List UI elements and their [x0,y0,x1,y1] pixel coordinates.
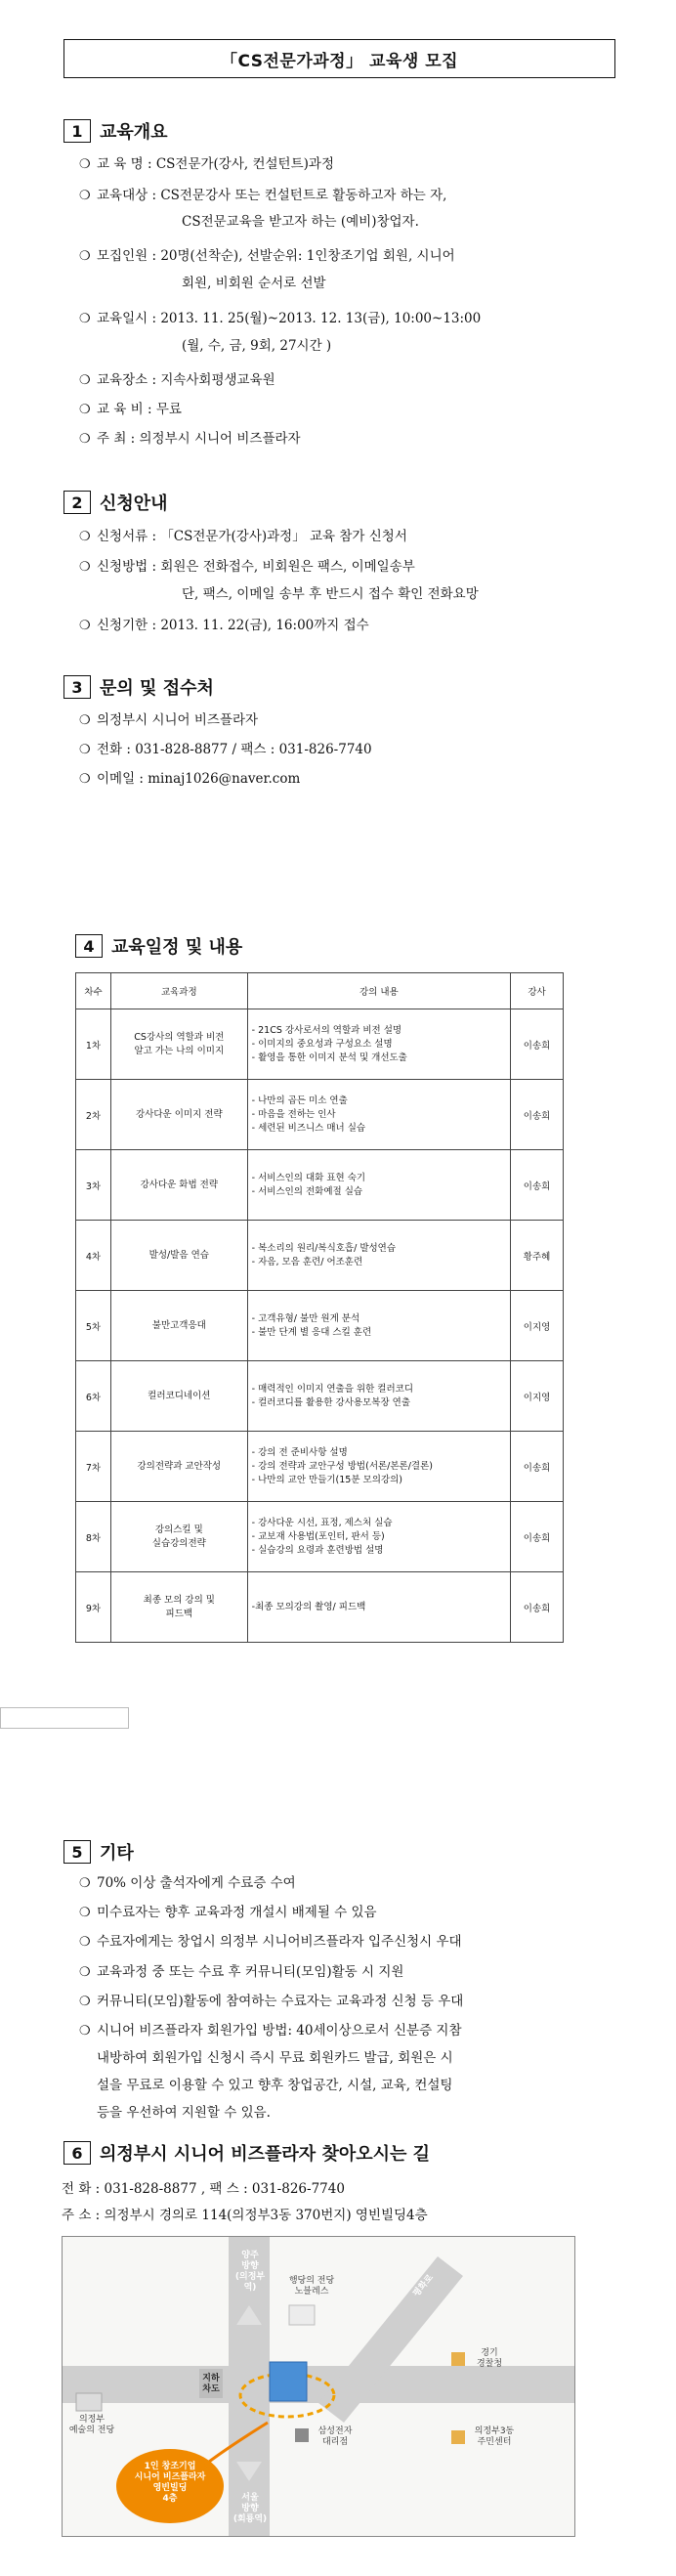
course-line: 최종 모의 강의 및 [143,1594,215,1606]
cell-content [247,1291,510,1361]
s5-item-4: ❍ 교육과정 중 또는 수료 후 커뮤니티(모임)활동 시 지원 [79,1962,403,1983]
cell-session: 1차 [76,1009,111,1080]
content-line: - 실습강의 요령과 훈련방법 설명 [251,1544,384,1556]
cell-course [110,1361,247,1432]
location-map [62,2236,575,2537]
content-line: - 활영을 통한 이미지 분석 및 개선도출 [251,1052,407,1063]
s5-item-2: ❍ 미수료자는 향후 교육과정 개설시 배제될 수 있음 [79,1903,377,1923]
s1-item-date-cont: (월, 수, 금, 9회, 27시간 ) [182,338,332,354]
content-line: - 나만의 교안 만들기(15분 모의강의) [251,1474,402,1485]
content-line: - 매력적인 이미지 연출을 위한 컬러코디 [251,1383,414,1395]
course-line: 발성/발음 연습 [148,1249,209,1261]
schedule-table [75,972,564,1643]
content-line: - 나만의 곱든 미소 연출 [251,1095,348,1106]
cell-lecturer: 이송희 [511,1502,564,1572]
cell-course [110,1572,247,1643]
section-2-heading [63,490,168,515]
section-6-heading [63,2140,430,2166]
table-row [76,1221,564,1291]
section-5-heading [63,1839,134,1865]
header-session: 차수 [76,973,111,1009]
bullet-icon: ❍ [79,560,91,575]
content-line: - 서비스인의 대화 표현 숙기 [251,1172,366,1183]
bullet-icon: ❍ [79,1906,91,1920]
map-callout-text: 1인 창조기업 시니어 비즈플라자 영빈빌딩 4층 [134,2462,206,2504]
content-line: - 강의 전략과 교안구성 방법(서론/본론/결론) [251,1460,433,1472]
map-label-arts-hall: 의정부 예술의 전당 [68,2415,115,2435]
content-line: - 불만 단계 별 응대 스킬 훈련 [251,1326,372,1338]
cell-content [247,1080,510,1150]
bullet-icon: ❍ [79,1935,91,1950]
s5-item-1: ❍ 70% 이상 출석자에게 수료증 수여 [79,1873,296,1894]
course-line: 피드백 [165,1608,193,1619]
cell-course [110,1502,247,1572]
table-row [76,1009,564,1080]
s1-item-target-cont: CS전문교육을 받고자 하는 (예비)창업자. [182,214,419,230]
bullet-icon: ❍ [79,249,91,264]
bullet-icon: ❍ [79,189,91,203]
content-line: -최종 모의강의 촬영/ 피드백 [251,1601,366,1612]
s1-item-recruit-cont: 회원, 비회원 순서로 선발 [182,276,326,291]
bullet-icon: ❍ [79,1876,91,1891]
cell-session: 7차 [76,1432,111,1502]
map-label-hotel: 행당의 전당 노블레스 [288,2276,335,2297]
section-2-title: 신청안내 [100,494,168,514]
cell-session: 8차 [76,1502,111,1572]
s3-item-org: ❍ 의정부시 시니어 비즈플라자 [79,710,258,731]
s1-item-host: ❍ 주 최 : 의정부시 시니어 비즈플라자 [79,429,301,450]
content-line: - 마음을 전하는 인사 [251,1108,336,1120]
section-5-number: 5 [63,1840,91,1864]
cell-session: 9차 [76,1572,111,1643]
map-label-diagonal: 평화로 [411,2272,436,2299]
target-building-icon [270,2362,307,2401]
course-line: 실습강의전략 [151,1537,206,1549]
section-3-number: 3 [63,675,91,699]
s6-address: 주 소 : 의정부시 경의로 114(의정부3동 370번지) 영빈빌딩4층 [62,2208,428,2223]
cell-lecturer: 이송희 [511,1572,564,1643]
content-line: - 21CS 강사로서의 역할과 비전 설명 [251,1024,402,1036]
s1-item-name: ❍ 교 육 명 : CS전문가(강사, 컨설턴트)과정 [79,154,334,175]
blank-box [0,1707,129,1729]
table-row [76,1291,564,1361]
s5-item-6-cont-2: 설을 무료로 이용할 수 있고 향후 창업공간, 시설, 교육, 컨설팅 [97,2078,453,2093]
bullet-icon: ❍ [79,1995,91,2009]
s1-item-fee: ❍ 교 육 비 : 무료 [79,400,182,420]
cell-lecturer: 이지영 [511,1291,564,1361]
map-label-north: 양주 방향 (의정부역) [234,2251,266,2293]
s3-item-phone: ❍ 전화 : 031-828-8877 / 팩스 : 031-826-7740 [79,740,372,760]
header-course: 교육과정 [110,973,247,1009]
cell-content [247,1361,510,1432]
content-line: - 교보재 사용법(포인터, 판서 등) [251,1530,385,1542]
page-title: 「CS전문가과정」 교육생 모집 [63,39,615,78]
bullet-icon: ❍ [79,432,91,447]
content-line: - 자음, 모음 훈련/ 어조훈련 [251,1256,363,1267]
cell-session: 5차 [76,1291,111,1361]
s5-item-6: ❍ 시니어 비즈플라자 회원가입 방법: 40세이상으로서 신분증 지참 [79,2021,462,2041]
bullet-icon: ❍ [79,772,91,787]
section-3-title: 문의 및 접수처 [100,678,214,699]
cell-session: 4차 [76,1221,111,1291]
cell-content [247,1432,510,1502]
bullet-icon: ❍ [79,312,91,326]
table-row [76,1572,564,1643]
hall-building-icon [76,2393,102,2411]
map-label-samsung: 삼성전자 대리점 [317,2426,353,2447]
cell-course [110,1221,247,1291]
bullet-icon: ❍ [79,1965,91,1980]
s5-item-6-cont-1: 내방하여 회원가입 신청시 즉시 무료 회원카드 발급, 회원은 시 [97,2050,453,2066]
map-label-subway: 지하 차도 [202,2374,220,2394]
content-line: - 복소리의 원리/복식호흡/ 발성연습 [251,1242,397,1254]
section-1-title: 교육개요 [100,122,168,143]
course-line: CS강사의 역할과 비전 [134,1031,225,1043]
table-header-row [76,973,564,1009]
content-line: - 세련된 비즈니스 매너 실습 [251,1122,366,1134]
bullet-icon: ❍ [79,619,91,633]
hotel-building-icon [289,2305,315,2325]
table-row [76,1361,564,1432]
header-content: 강의 내용 [247,973,510,1009]
s6-phone: 전 화 : 031-828-8877 , 팩 스 : 031-826-7740 [62,2181,345,2197]
s2-item-docs: ❍ 신청서류 : 「CS전문가(강사)과정」 교육 참가 신청서 [79,527,407,547]
content-line: - 서비스인의 전화예절 실습 [251,1185,363,1197]
cell-lecturer: 이송희 [511,1080,564,1150]
cell-content [247,1572,510,1643]
s1-item-target: ❍ 교육대상 : CS전문강사 또는 컨설턴트로 활동하고자 하는 자, [79,186,446,206]
cell-course [110,1150,247,1221]
section-3-heading [63,674,214,700]
s5-item-6-cont-3: 등을 우선하여 지원할 수 있음. [97,2105,271,2121]
s2-item-method: ❍ 신청방법 : 회원은 전화접수, 비회원은 팩스, 이메일송부 [79,557,415,578]
s2-item-method-cont: 단, 팩스, 이메일 송부 후 반드시 접수 확인 전화요망 [182,586,479,602]
section-5-title: 기타 [100,1843,134,1864]
content-line: - 강사다운 시선, 표정, 제스처 실습 [251,1517,393,1528]
table-row [76,1150,564,1221]
course-line: 알고 가는 나의 이미지 [134,1045,225,1056]
cell-content [247,1221,510,1291]
content-line: - 컬러코디를 활용한 강사용모복장 연출 [251,1396,410,1408]
cell-course [110,1432,247,1502]
section-6-number: 6 [63,2141,91,2165]
course-line: 강의스킬 및 [154,1524,203,1535]
cell-session: 2차 [76,1080,111,1150]
cell-content [247,1009,510,1080]
s5-item-5: ❍ 커뮤니티(모임)활동에 참여하는 수료자는 교육과정 신청 등 우대 [79,1992,463,2012]
s2-item-deadline: ❍ 신청기한 : 2013. 11. 22(금), 16:00까지 접수 [79,616,369,636]
cell-session: 3차 [76,1150,111,1221]
table-row [76,1432,564,1502]
s1-item-recruit: ❍ 모집인원 : 20명(선착순), 선발순위: 1인창조기업 회원, 시니어 [79,246,455,267]
map-label-police: 경기 경찰청 [476,2348,503,2369]
course-line: 불만고객응대 [151,1319,206,1331]
cell-course [110,1080,247,1150]
table-row [76,1080,564,1150]
section-4-title: 교육일정 및 내용 [111,937,243,958]
s5-item-3: ❍ 수료자에게는 창업시 의정부 시니어비즈플라자 입주신청시 우대 [79,1932,462,1953]
course-line: 컬러코디네이션 [148,1390,211,1401]
cell-lecturer: 이지영 [511,1361,564,1432]
cell-lecturer: 이송희 [511,1150,564,1221]
cell-session: 6차 [76,1361,111,1432]
bullet-icon: ❍ [79,713,91,728]
s3-item-email[interactable]: ❍ 이메일 : minaj1026@naver.com [79,769,300,790]
section-1-number: 1 [63,119,91,143]
map-label-south: 서울 방향 (회룡역) [232,2493,268,2524]
course-line: 강사다운 이미지 전략 [135,1108,223,1120]
course-line: 강사다운 화법 전략 [140,1179,219,1190]
cell-lecturer: 황주혜 [511,1221,564,1291]
bullet-icon: ❍ [79,373,91,388]
section-4-number: 4 [75,934,103,958]
bullet-icon: ❍ [79,530,91,544]
cell-lecturer: 이송희 [511,1009,564,1080]
s1-item-date: ❍ 교육일시 : 2013. 11. 25(월)~2013. 12. 13(금), 10:00~13:00 [79,309,481,329]
cell-content [247,1150,510,1221]
content-line: - 고객유형/ 불만 원게 분석 [251,1312,360,1324]
cell-course [110,1009,247,1080]
content-line: - 강의 전 준비사항 설명 [251,1446,348,1458]
cell-course [110,1291,247,1361]
samsung-building-icon [295,2428,309,2442]
cell-lecturer: 이송희 [511,1432,564,1502]
section-2-number: 2 [63,491,91,514]
section-6-title: 의정부시 시니어 비즈플라자 찾아오시는 길 [100,2144,431,2165]
content-line: - 이미지의 중요성과 구성요소 설명 [251,1038,393,1050]
section-4-heading [75,933,242,959]
police-building-icon [451,2352,465,2366]
bullet-icon: ❍ [79,157,91,172]
bullet-icon: ❍ [79,2024,91,2039]
bullet-icon: ❍ [79,403,91,417]
cell-content [247,1502,510,1572]
course-line: 강의전략과 교안작성 [137,1460,222,1472]
bullet-icon: ❍ [79,743,91,757]
center-building-icon [451,2430,465,2444]
road-horizontal [63,2366,574,2403]
section-1-heading [63,118,168,144]
map-label-community-center: 의정부3동 주민센터 [474,2426,515,2447]
header-lecturer: 강사 [511,973,564,1009]
table-row [76,1502,564,1572]
s1-item-place: ❍ 교육장소 : 지속사회평생교육원 [79,370,275,391]
